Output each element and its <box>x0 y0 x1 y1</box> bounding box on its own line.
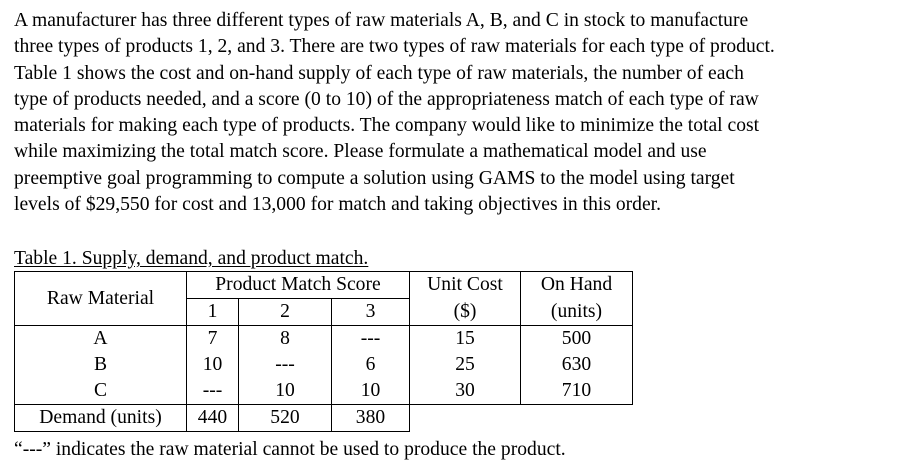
header-product-2: 2 <box>239 299 332 326</box>
on-hand-cell: 500 <box>521 326 633 353</box>
demand-cell: 440 <box>187 405 239 432</box>
paragraph-line: while maximizing the total match score. Please formulate a mathematical model and use <box>14 141 707 163</box>
score-cell: 7 <box>187 326 239 353</box>
paragraph-line: Table 1 shows the cost and on-hand supply of each type of raw materials, the number of each <box>14 62 744 84</box>
on-hand-cell: 710 <box>521 378 633 405</box>
cost-cell: 30 <box>410 378 521 405</box>
score-cell: 10 <box>187 352 239 378</box>
table-caption: Table 1. Supply, demand, and product match. <box>14 248 369 269</box>
header-unit-cost-unit: ($) <box>410 299 521 326</box>
table-row <box>15 326 633 353</box>
paragraph-line: materials for making each type of products. The company would like to minimize the total cost <box>14 115 760 137</box>
paragraph-line: preemptive goal programming to compute a solution using GAMS to the model using target <box>14 167 735 189</box>
table-footnote: “---” indicates the raw material cannot be used to produce the product. <box>14 439 566 460</box>
empty-cell <box>521 405 633 432</box>
demand-cell: 520 <box>239 405 332 432</box>
demand-row <box>15 405 633 432</box>
table-row <box>15 352 633 378</box>
material-cell: A <box>15 326 187 353</box>
score-cell: 10 <box>332 378 410 405</box>
header-unit-cost: Unit Cost <box>410 272 521 299</box>
score-cell: 10 <box>239 378 332 405</box>
paragraph-line: type of products needed, and a score (0 to 10) of the appropriateness match of each type of raw <box>14 88 759 110</box>
header-match-score: Product Match Score <box>187 272 410 299</box>
score-cell: --- <box>187 378 239 405</box>
paragraph-line: levels of $29,550 for cost and 13,000 for match and taking objectives in this order. <box>14 194 661 216</box>
header-raw-material: Raw Material <box>15 272 187 326</box>
empty-cell <box>410 405 521 432</box>
score-cell: 8 <box>239 326 332 353</box>
problem-paragraph <box>14 8 910 218</box>
header-product-1: 1 <box>187 299 239 326</box>
material-cell: B <box>15 352 187 378</box>
table-row <box>15 378 633 405</box>
score-cell: --- <box>239 352 332 378</box>
material-cell: C <box>15 378 187 405</box>
table-header-row <box>15 272 633 299</box>
demand-cell: 380 <box>332 405 410 432</box>
header-on-hand-unit: (units) <box>521 299 633 326</box>
paragraph-line: A manufacturer has three different types of raw materials A, B, and C in stock to manufacture <box>14 10 749 31</box>
paragraph-line: three types of products 1, 2, and 3. There are two types of raw materials for each type of product. <box>14 36 775 58</box>
supply-demand-table <box>14 271 633 432</box>
header-on-hand: On Hand <box>521 272 633 299</box>
score-cell: 6 <box>332 352 410 378</box>
score-cell: --- <box>332 326 410 353</box>
cost-cell: 25 <box>410 352 521 378</box>
header-product-3: 3 <box>332 299 410 326</box>
on-hand-cell: 630 <box>521 352 633 378</box>
demand-label: Demand (units) <box>15 405 187 432</box>
cost-cell: 15 <box>410 326 521 353</box>
